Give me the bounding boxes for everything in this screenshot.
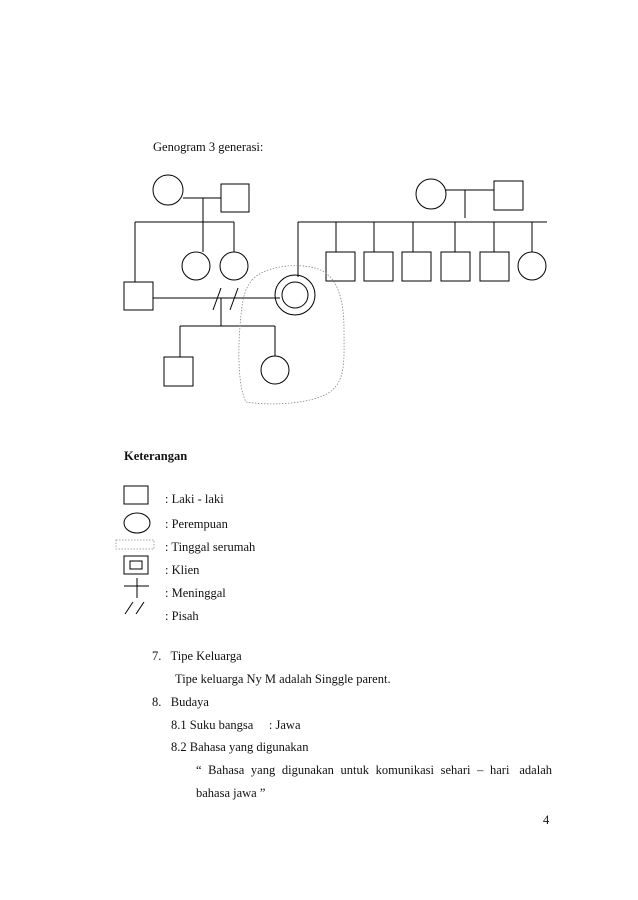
legend-label-deceased: : Meninggal	[165, 586, 226, 600]
section-8-sub2: 8.2 Bahasa yang digunakan	[171, 740, 309, 754]
section-8-quote-line1: “ Bahasa yang digunakan untuk komunikasi sehari – hari adalah	[196, 763, 552, 777]
legend-label-household: : Tinggal serumah	[165, 540, 256, 554]
section-8-sub1: 8.1 Suku bangsa : Jawa	[171, 718, 301, 732]
legend-circle-icon	[124, 513, 150, 533]
legend-label-separated: : Pisah	[165, 609, 199, 623]
legend-cross-icon	[124, 578, 149, 598]
legend-label-male: : Laki - laki	[165, 492, 224, 506]
legend-double-slash-icon	[125, 602, 144, 614]
section-8-quote-line2: bahasa jawa ”	[196, 786, 266, 800]
legend-label-female: : Perempuan	[165, 517, 228, 531]
legend-label-client: : Klien	[165, 563, 200, 577]
legend-dotted-box-icon	[116, 540, 154, 549]
genogram-title: Genogram 3 generasi:	[153, 140, 264, 154]
legend-heading: Keterangan	[124, 449, 188, 463]
legend-square-icon	[124, 486, 148, 504]
legend-client-outer-icon	[124, 556, 148, 574]
section-7-heading: 7. Tipe Keluarga	[152, 649, 242, 663]
section-8-heading: 8. Budaya	[152, 695, 209, 709]
legend-client-inner-icon	[130, 561, 142, 569]
page-number: 4	[543, 813, 550, 827]
section-7-body: Tipe keluarga Ny M adalah Singgle parent.	[175, 672, 391, 686]
